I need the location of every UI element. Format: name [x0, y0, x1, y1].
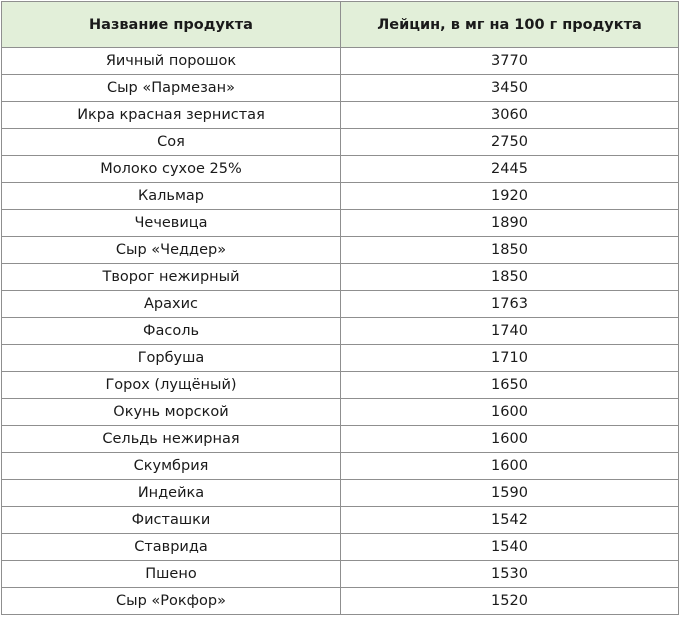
product-name-cell: Соя	[2, 129, 341, 156]
leucine-value-cell: 1850	[341, 237, 679, 264]
leucine-value-cell: 1600	[341, 399, 679, 426]
product-name-cell: Икра красная зернистая	[2, 102, 341, 129]
table-row	[2, 534, 679, 561]
product-name-cell: Индейка	[2, 480, 341, 507]
product-name-cell: Фасоль	[2, 318, 341, 345]
table-row	[2, 480, 679, 507]
header-product-name: Название продукта	[2, 2, 341, 48]
product-name-cell: Сыр «Рокфор»	[2, 588, 341, 615]
table-row	[2, 318, 679, 345]
leucine-value-cell: 1600	[341, 426, 679, 453]
table-row	[2, 372, 679, 399]
leucine-value-cell: 3060	[341, 102, 679, 129]
table-row	[2, 156, 679, 183]
product-name-cell: Скумбрия	[2, 453, 341, 480]
table-row	[2, 453, 679, 480]
leucine-value-cell: 3770	[341, 48, 679, 75]
table-row	[2, 264, 679, 291]
product-name-cell: Пшено	[2, 561, 341, 588]
leucine-value-cell: 2750	[341, 129, 679, 156]
table-row	[2, 75, 679, 102]
leucine-value-cell: 1650	[341, 372, 679, 399]
product-name-cell: Чечевица	[2, 210, 341, 237]
product-name-cell: Арахис	[2, 291, 341, 318]
leucine-value-cell: 1920	[341, 183, 679, 210]
table-body	[2, 48, 679, 615]
table-row	[2, 210, 679, 237]
table-row	[2, 345, 679, 372]
table-row	[2, 399, 679, 426]
leucine-value-cell: 1530	[341, 561, 679, 588]
leucine-value-cell: 1540	[341, 534, 679, 561]
leucine-value-cell: 1740	[341, 318, 679, 345]
header-leucine-value: Лейцин, в мг на 100 г продукта	[341, 2, 679, 48]
table-header-row	[2, 2, 679, 48]
product-name-cell: Горбуша	[2, 345, 341, 372]
table-row	[2, 561, 679, 588]
table-row	[2, 588, 679, 615]
table-row	[2, 102, 679, 129]
table-row	[2, 291, 679, 318]
leucine-value-cell: 1590	[341, 480, 679, 507]
product-name-cell: Яичный порошок	[2, 48, 341, 75]
table-row	[2, 507, 679, 534]
product-name-cell: Окунь морской	[2, 399, 341, 426]
leucine-value-cell: 2445	[341, 156, 679, 183]
leucine-value-cell: 1520	[341, 588, 679, 615]
product-name-cell: Сыр «Чеддер»	[2, 237, 341, 264]
leucine-value-cell: 1600	[341, 453, 679, 480]
product-name-cell: Сельдь нежирная	[2, 426, 341, 453]
table-row	[2, 183, 679, 210]
leucine-value-cell: 1890	[341, 210, 679, 237]
leucine-value-cell: 1710	[341, 345, 679, 372]
product-name-cell: Сыр «Пармезан»	[2, 75, 341, 102]
table-row	[2, 426, 679, 453]
table-row	[2, 129, 679, 156]
table-row	[2, 48, 679, 75]
product-name-cell: Творог нежирный	[2, 264, 341, 291]
leucine-value-cell: 1542	[341, 507, 679, 534]
leucine-value-cell: 1763	[341, 291, 679, 318]
product-name-cell: Молоко сухое 25%	[2, 156, 341, 183]
product-name-cell: Горох (лущёный)	[2, 372, 341, 399]
product-name-cell: Ставрида	[2, 534, 341, 561]
leucine-value-cell: 1850	[341, 264, 679, 291]
leucine-value-cell: 3450	[341, 75, 679, 102]
leucine-content-table	[1, 1, 679, 615]
product-name-cell: Фисташки	[2, 507, 341, 534]
product-name-cell: Кальмар	[2, 183, 341, 210]
table-row	[2, 237, 679, 264]
